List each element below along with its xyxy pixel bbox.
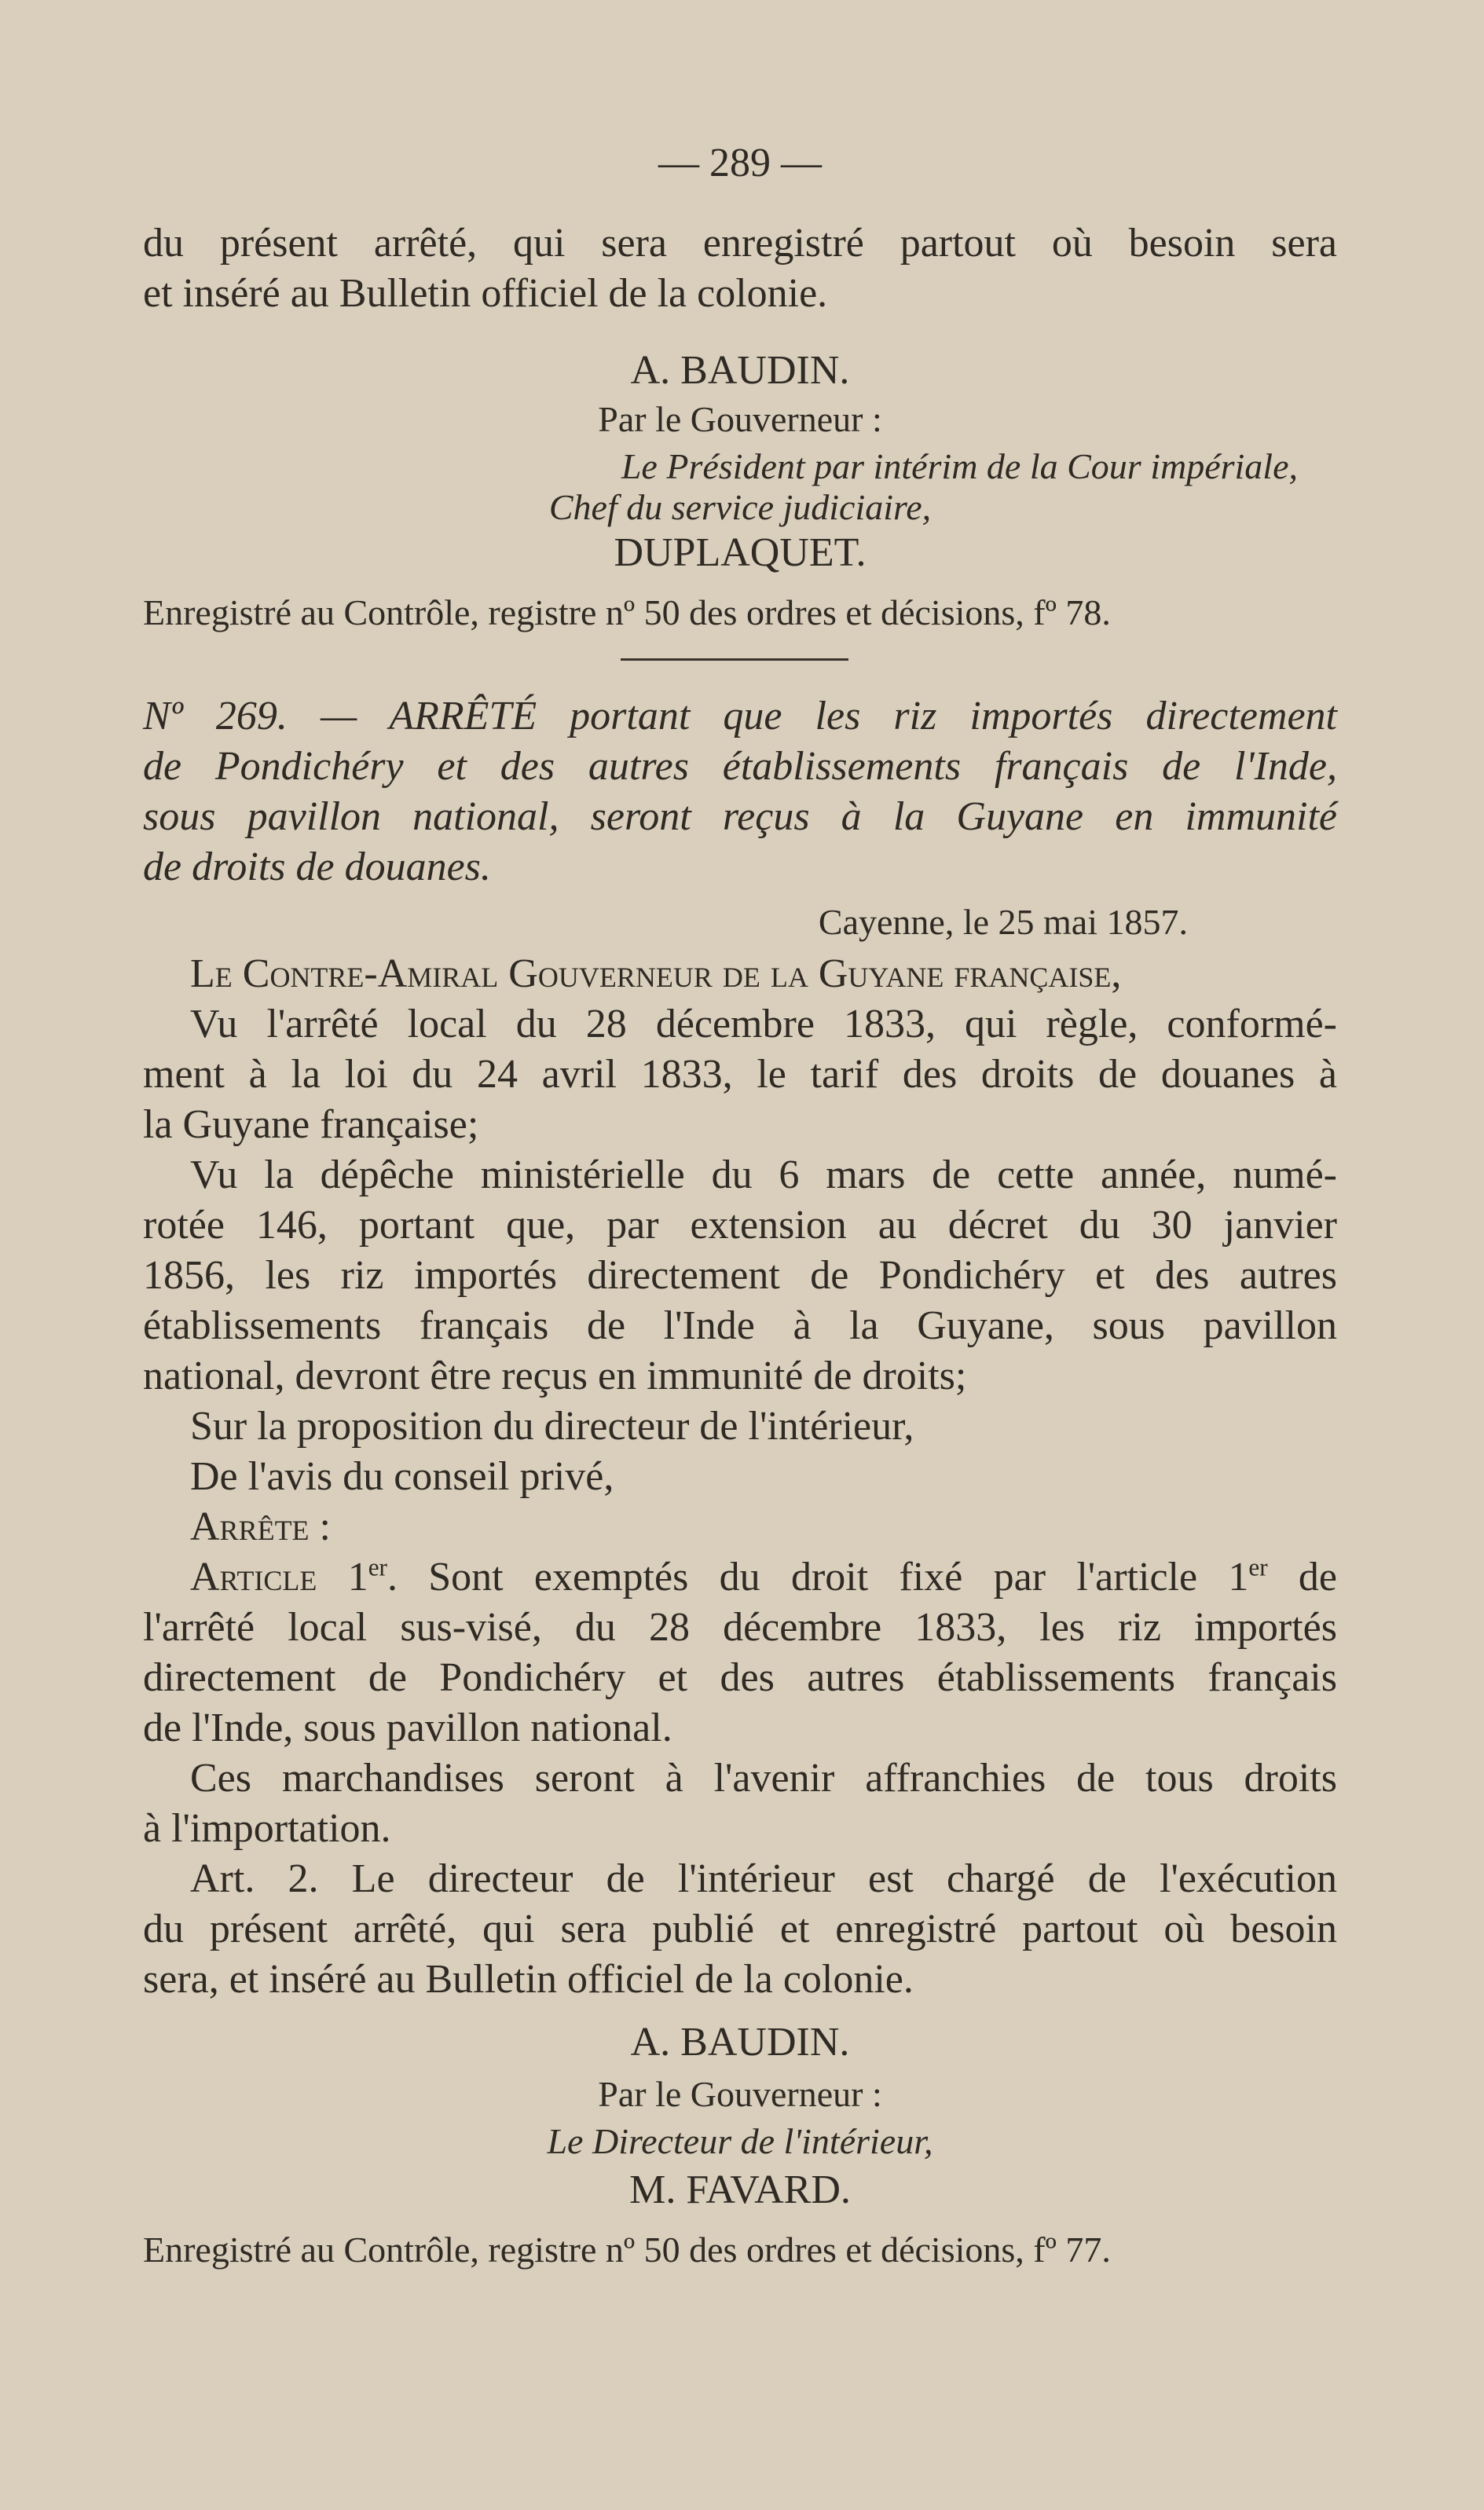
text-line: de l'Inde, sous pavillon national. bbox=[143, 1706, 672, 1750]
arrete-heading: Arrête : bbox=[190, 1504, 331, 1549]
text-line: la Guyane française; bbox=[143, 1102, 479, 1147]
par-le-gouverneur-bottom: Par le Gouverneur : bbox=[598, 2074, 882, 2114]
decree-date: Cayenne, le 25 mai 1857. bbox=[818, 902, 1188, 942]
text-line: Ces marchandises seront à l'avenir affranchies de tous droits bbox=[190, 1756, 1337, 1801]
text-line: Vu l'arrêté local du 28 décembre 1833, qui règle, conformé- bbox=[190, 1002, 1337, 1046]
text-line: directement de Pondichéry et des autres établissements français bbox=[143, 1655, 1337, 1700]
directeur-title: Le Directeur de l'intérieur, bbox=[547, 2121, 933, 2161]
signature-baudin-bottom: A. BAUDIN. bbox=[630, 2020, 850, 2065]
text-line: du présent arrêté, qui sera publié et enregistré partout où besoin bbox=[143, 1907, 1337, 1951]
text-line: de droits de douanes. bbox=[143, 845, 491, 889]
par-le-gouverneur-top: Par le Gouverneur : bbox=[598, 399, 882, 439]
issuer-line: Le Contre-Amiral Gouverneur de la Guyane française, bbox=[190, 951, 1122, 996]
text-line: Art. 2. Le directeur de l'intérieur est chargé de l'exécution bbox=[190, 1856, 1337, 1901]
text-line: 1856, les riz importés directement de Pondichéry et des autres bbox=[143, 1253, 1337, 1298]
text-line: rotée 146, portant que, par extension au décret du 30 janvier bbox=[143, 1203, 1337, 1248]
previous-decree-ending bbox=[143, 218, 1337, 319]
separator-rule bbox=[621, 658, 848, 661]
text-line: du présent arrêté, qui sera enregistré partout où besoin sera bbox=[143, 221, 1337, 266]
text-line: sous pavillon national, seront reçus à la Guyane en immunité bbox=[143, 794, 1337, 839]
text-line: ment à la loi du 24 avril 1833, le tarif des droits de douanes à bbox=[143, 1052, 1337, 1097]
text-line: de Pondichéry et des autres établissements français de l'Inde, bbox=[143, 744, 1337, 789]
signature-duplaquet: DUPLAQUET. bbox=[614, 530, 867, 575]
text-line: sera, et inséré au Bulletin officiel de la colonie. bbox=[143, 1957, 914, 2002]
president-title: Le Président par intérim de la Cour impériale, bbox=[621, 446, 1298, 486]
registry-note-bottom: Enregistré au Contrôle, registre nº 50 des ordres et décisions, fº 77. bbox=[143, 2230, 1111, 2270]
page-number: — 289 — bbox=[658, 141, 822, 185]
text-line: De l'avis du conseil privé, bbox=[190, 1454, 614, 1499]
text-line: Vu la dépêche ministérielle du 6 mars de cette année, numé- bbox=[190, 1152, 1337, 1197]
text-line: et inséré au Bulletin officiel de la colonie. bbox=[143, 271, 828, 316]
article-1-first-line: Article 1er. Sont exemptés du droit fixé par l'article 1er de bbox=[190, 1553, 1338, 1599]
signature-baudin-top: A. BAUDIN. bbox=[630, 348, 850, 393]
text-line: établissements français de l'Inde à la Guyane, sous pavillon bbox=[143, 1303, 1337, 1348]
president-subtitle: Chef du service judiciaire, bbox=[548, 487, 932, 527]
decree-title bbox=[143, 691, 1337, 892]
registry-note-top: Enregistré au Contrôle, registre nº 50 des ordres et décisions, fº 78. bbox=[143, 592, 1111, 632]
text-line: Sur la proposition du directeur de l'intérieur, bbox=[190, 1404, 914, 1449]
text-line: national, devront être reçus en immunité de droits; bbox=[143, 1354, 967, 1398]
text-line: Nº 269. — ARRÊTÉ portant que les riz importés directement bbox=[143, 694, 1337, 738]
signature-favard: M. FAVARD. bbox=[629, 2167, 851, 2212]
text-line: l'arrêté local sus-visé, du 28 décembre 1833, les riz importés bbox=[143, 1605, 1337, 1650]
text-line: à l'importation. bbox=[143, 1806, 391, 1851]
decree-body bbox=[143, 949, 1337, 2005]
